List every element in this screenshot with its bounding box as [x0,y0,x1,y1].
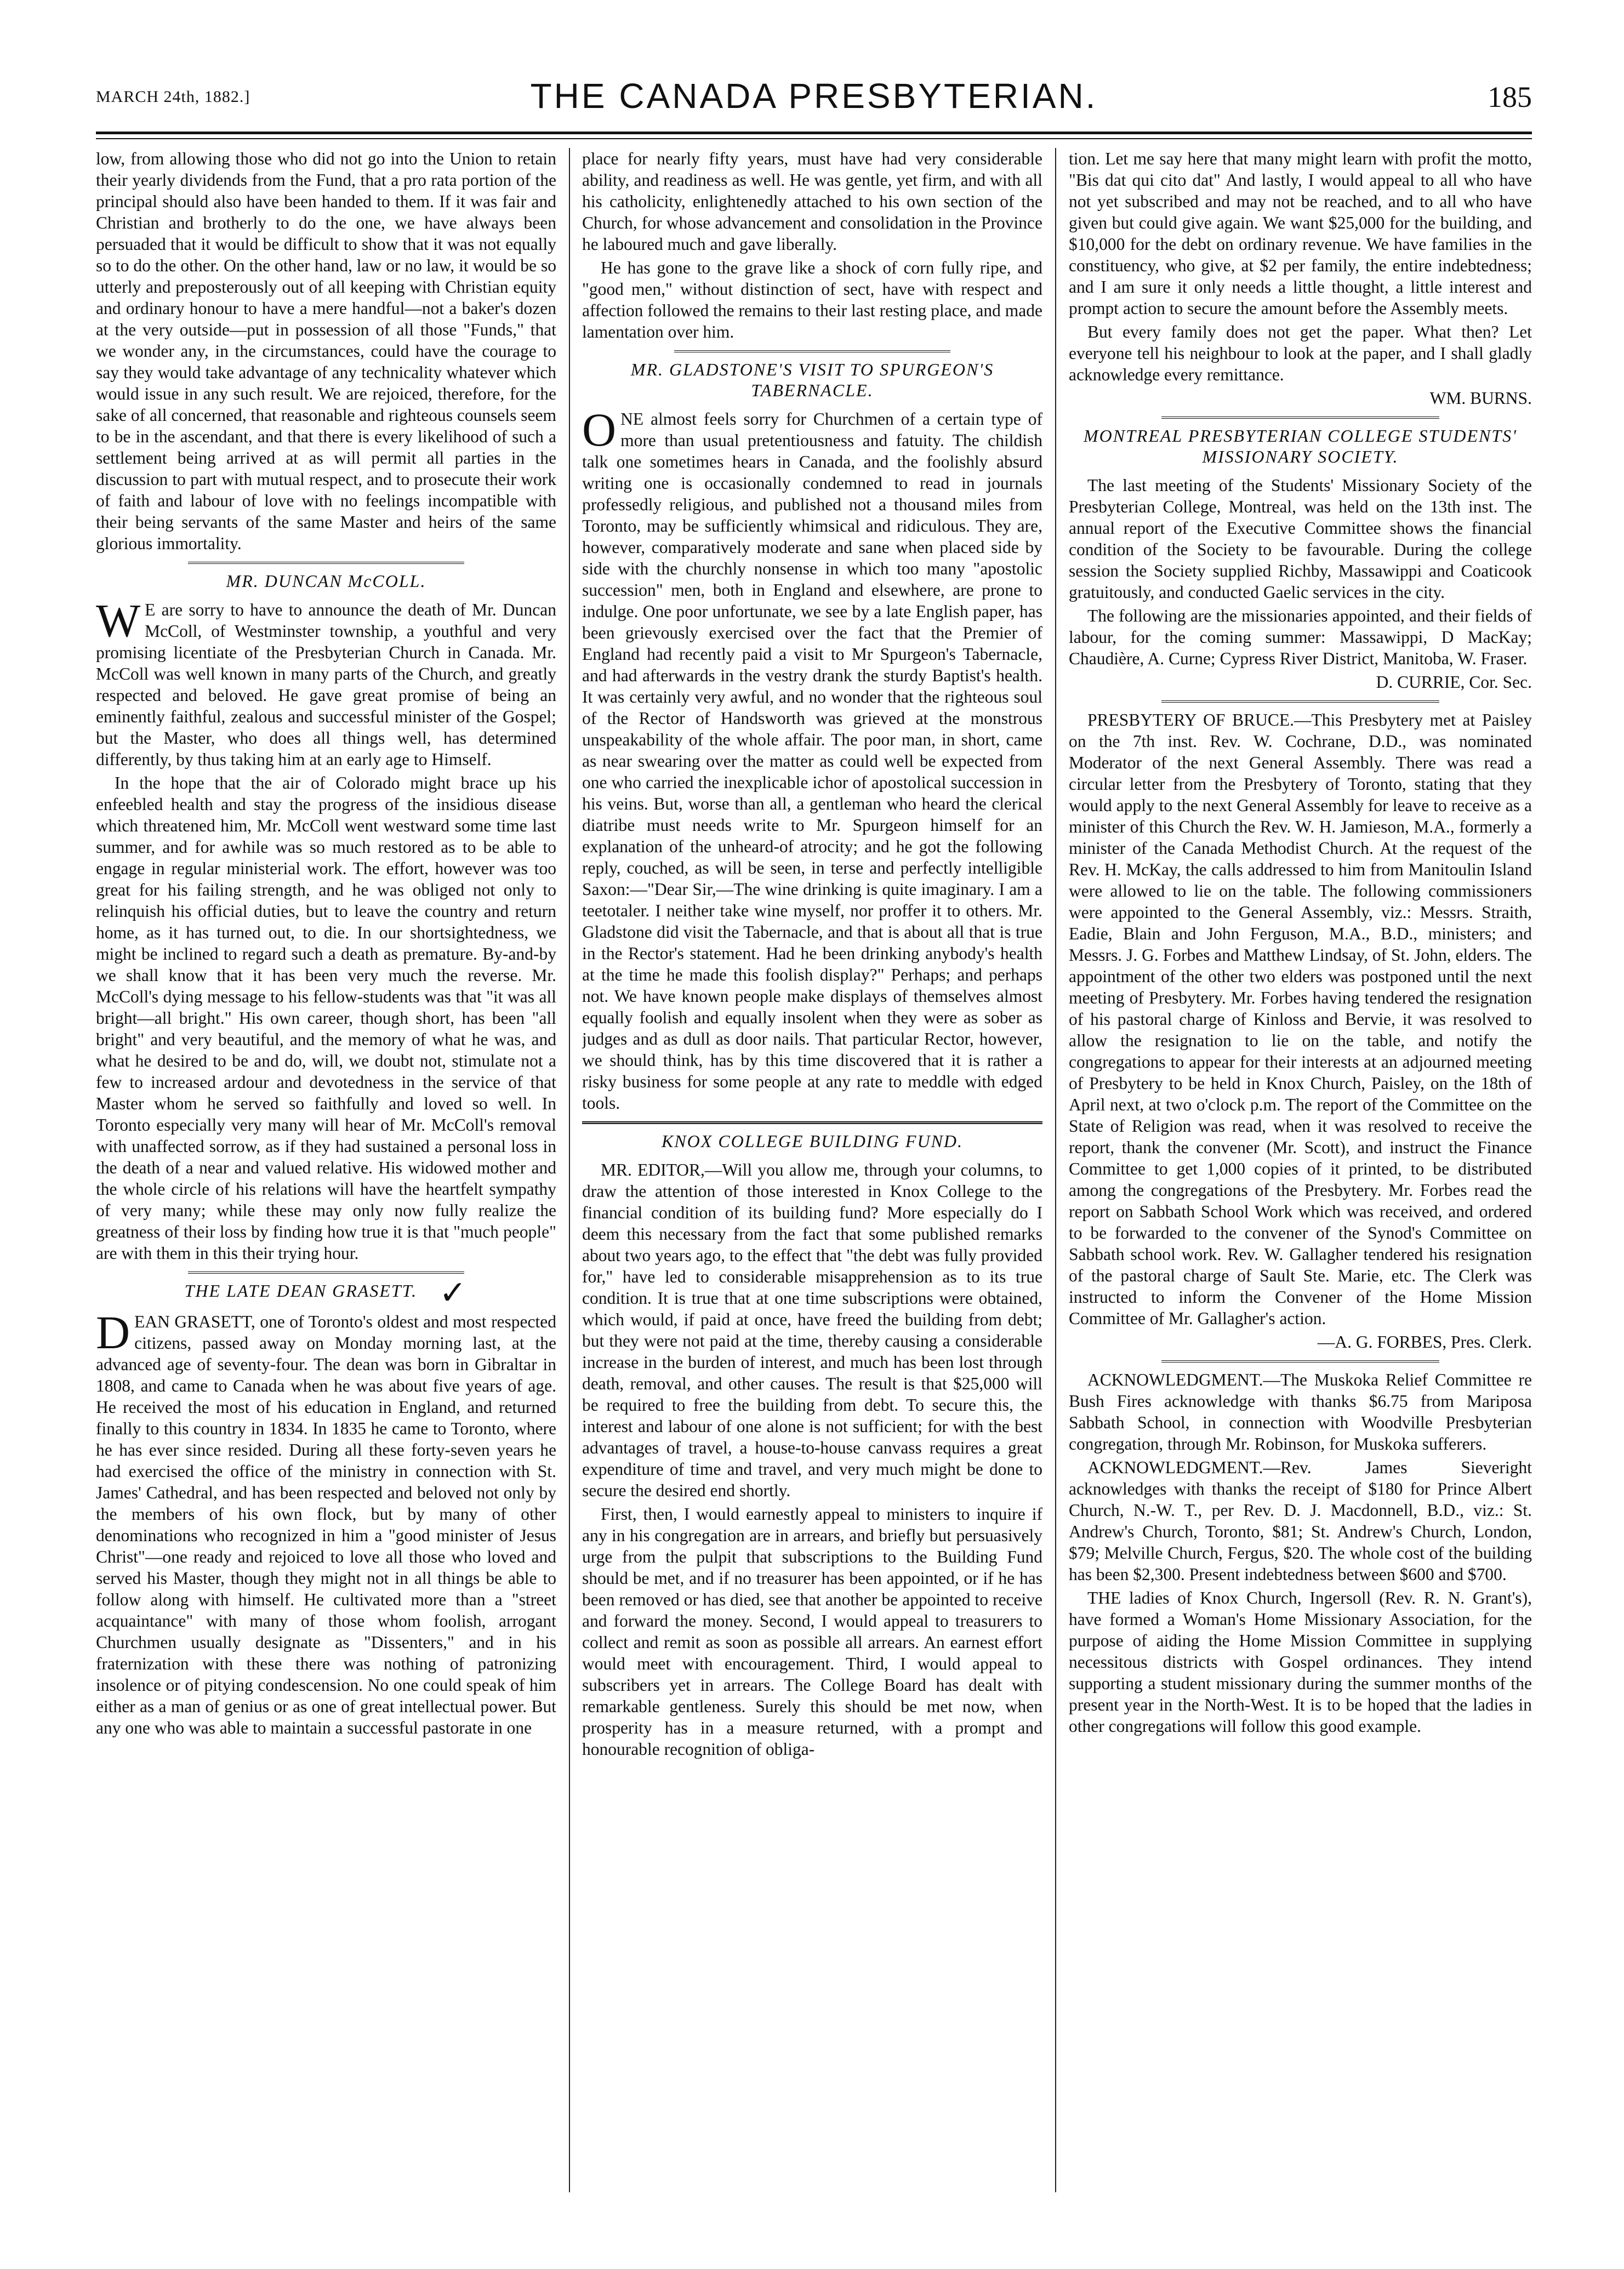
paragraph-text: —The Muskoka Relief Committee re Bush Fires acknowledge with thanks $6.75 from Mariposa Sabbath School, in connection with Woodville Presbyterian congregation, through Mr. Robinson, for Muskoka sufferers. [1069,1370,1532,1453]
paragraph [1069,1369,1532,1455]
masthead-title: THE CANADA PRESBYTERIAN. [530,76,1098,116]
header-rule-thin [96,138,1532,139]
paragraph [582,403,1042,1114]
drop-cap: D [96,1305,130,1359]
run-in-heading: ACKNOWLEDGMENT. [1087,1370,1263,1389]
section-divider [188,562,464,564]
section-divider [1161,417,1439,419]
handwritten-check-mark: ✓ [439,1274,468,1311]
paragraph-text: NE almost feels sorry for Churchmen of a certain type of more than usual pretentiousness and fatuity. The childish talk one sometimes hears in Canada, and the foolishly absurd writing one is occasionally condemned to read in journals professedly religious, and published not a thousand miles from Toronto, may be sufficiently whimsical and ridiculous. They are, however, comparatively moderate and sane when placed side by side with the churchly nonsense in which too many "apostolic succession" men, both in England and elsewhere, are prone to indulge. One poor unfortunate, we see by a late English paper, has been grievously exercised over the fact that the Premier of England had recently paid a visit to Mr Spurgeon's Tabernacle, and had afterwards in the vestry drank the sturdy Baptist's health. It was certainly very awful, and no wonder that the righteous soul of the Rector of Handsworth was grieved at the monstrous unspeakability of the whole affair. The poor man, in short, came as near swearing over the matter as could well be expected from one who carried the inexplicable ichor of apostolical succession in his veins. But, worse than all, a gentleman who heard the clerical diatribe must needs write to Mr. Spurgeon himself for an explanation of the unheard-of atrocity; and he got the following reply, couched, as will be seen, in terse and perfectly intelligible Saxon:—"Dear Sir,—The wine drinking is quite imaginary. I am a teetotaler. I neither take wine myself, nor proffer it to others. Mr. Gladstone did visit the Tabernacle, and that is about all that is true in the Rector's statement. Had he been drinking anybody's health at the time he made this foolish display?" Perhaps; and perhaps not. We have known people make displays of themselves almost equally foolish and equally insolent when they were as sober as judges and as dull as door nails. That particular Rector, however, we should think, has by this time discovered that it is rather a risky business for some people at any rate to meddle with edged tools. [582,409,1042,1113]
paragraph [96,1305,556,1738]
column-divider [569,148,570,2192]
section-divider [1161,700,1439,703]
section-divider [188,1272,464,1274]
paragraph [1069,709,1532,1329]
paragraph: MR. EDITOR,—Will you allow me, through your columns, to draw the attention of those interested in Knox College to the financial condition of its building fund? More especially do I deem this necessary from the fact that some published remarks about two years ago, to the effect that "the debt was fully provided for," have led to considerable misapprehension as to its true condition. It is true that at one time subscriptions were obtained, which would, if paid at once, have freed the building from debt; but they were not paid at the time, thereby causing a considerable increase in the burden of interest, and much has been lost through death, removal, and other causes. The result is that $25,000 will be required to free the building from debt. To secure this, the interest and labour of one alone is not sufficient; for with the best advantages of travel, a house-to-house canvass requires a great expenditure of time and travel, and very much might be done to secure the desired end shortly. [582,1160,1042,1500]
page-header [96,71,1532,132]
paragraph: THE ladies of Knox Church, Ingersoll (Rev. R. N. Grant's), have formed a Woman's Home Missionary Association, for the purpose of aiding the Home Mission Committee in supplying necessitous districts with Gospel ordinances. They intend supporting a student missionary during the summer months of the present year in the North-West. It is to be hoped that the ladies in other congregations will follow this good example. [1069,1588,1532,1736]
paragraph: low, from allowing those who did not go into the Union to retain their yearly dividends from the Fund, that a pro rata portion of the principal should also have been handed to them. If it was fair and Christian and brotherly to do the one, we have always been persuaded that it would be difficult to show that it was not equally so to do the other. On the other hand, law or no law, it would be so utterly and preposterously out of all keeping with Christian equity and ordinary honour to have a mere handful—not a baker's dozen at the very outside—put in possession of all those "Funds," that we wonder any, in the circumstances, could have the courage to say they would take advantage of any technicality whatever which would issue in any such result. We are rejoiced, therefore, for the sake of all concerned, that reasonable and righteous counsels seem to be in the ascendant, and that there is every likelihood of such a settlement being arrived at as will permit all parties in the discussion to part with mutual respect, and to prosecute their work of faith and labour of love with no feelings incompatible with their being servants of the same Master and heirs of the same glorious immortality. [96,149,556,553]
section-divider [1161,1360,1439,1362]
paragraph [1069,1457,1532,1585]
paragraph: He has gone to the grave like a shock of corn fully ripe, and "good men," without distinction of sect, have with respect and affection followed the remains to their last resting place, and made lamentation over him. [582,258,1042,341]
section-divider [674,350,950,352]
header-rule [96,132,1532,134]
page-number: 185 [1488,81,1532,113]
article-heading: MR. GLADSTONE'S VISIT TO SPURGEON'S TABERNACLE. [630,360,994,400]
paragraph-text: —This Presbytery met at Paisley on the 7th inst. Rev. W. Cochrane, D.D., was nominated Moderator of the next General Assembly. There was read a circular letter from the Presbytery of Toronto, stating that they would apply to the next General Assembly for leave to receive as a minister of this Church the Rev. W. H. Jamieson, M.A., formerly a minister of the Canada Methodist Church. At the request of the Rev. H. McKay, the calls addressed to him from Manitoulin Island were allowed to lie on the table. The following commissioners were appointed to the General Assembly, viz.: Messrs. Straith, Eadie, Blain and John Ferguson, M.A., B.D., ministers; and Messrs. J. G. Forbes and Matthew Lindsay, of St. John, elders. The appointment of the other two elders was postponed until the next meeting of Presbytery. Mr. Forbes having tendered the resignation of his pastoral charge of Kinloss and Bervie, it was resolved to allow the resignation to lie on the table, and notify the congregations to appear for their interests at an adjourned meeting of Presbytery to be held in Knox Church, Paisley, on the 18th of April next, at two o'clock p.m. The report of the Committee on the State of Religion was read, when it was resolved to receive the report, thank the convener (Mr. Scott), and instruct the Finance Committee to get 1,000 copies of it printed, to be distributed among the congregations of the Presbytery. Mr. Forbes read the report on Sabbath School Work which was received, and ordered to be forwarded to the convener of the Synod's Committee on Sabbath school work. Rev. W. Gallagher tendered his resignation of the pastoral charge of Sault Ste. Marie, etc. The Clerk was instructed to inform the Convener of the Home Mission Committee of Mr. Gallagher's action. [1069,710,1532,1328]
paragraph-text: EAN GRASETT, one of Toronto's oldest and most respected citizens, passed away on Monday morning last, at the advanced age of seventy-four. The dean was born in Gibraltar in 1808, and came to Canada when he was about five years of age. He received the most of his education in England, and returned finally to this country in 1834. In 1835 he came to Toronto, where he has ever since resided. During all these forty-seven years he had exercised the office of the ministry in connection with St. James' Cathedral, and has been respected and beloved not only by the members of his own flock, but by many of other denominations who recognized in him a "good minister of Jesus Christ"—one ready and rejoiced to love all those who loved and served his Master, though they might not in all things be able to follow along with himself. He cultivated more than a "street acquaintance" with many of those whom foolish, arrogant Churchmen usually designate as "Dissenters," and in his fraternization with these there was nothing of patronizing insolence or of pitying condescension. No one could speak of him either as a man of genius or as one of great intellectual power. But any one who was able to maintain a successful pastorate in one [96,1312,556,1737]
run-in-heading: PRESBYTERY OF BRUCE. [1087,710,1294,729]
paragraph: The last meeting of the Students' Missionary Society of the Presbyterian College, Montreal, was held on the 13th inst. The annual report of the Executive Committee shows the financial condition of the Society to be favourable. During the college session the Society supplied Richby, Massawippi and Coaticook gratuitously, and conducted Gaelic services in the city. [1069,476,1532,602]
signature: WM. BURNS. [1429,389,1532,408]
drop-cap: W [96,594,141,647]
article-heading: THE LATE DEAN GRASETT. [184,1281,418,1301]
paragraph: place for nearly fifty years, must have had very considerable ability, and readiness as well. He was gentle, yet firm, and with all his catholicity, enlightenedly attached to his own section of the Church, for whose advancement and consolidation in the Province he laboured much and gave liberally. [582,149,1042,254]
paragraph: The following are the missionaries appointed, and their fields of labour, for the coming summer: Massawippi, D MacKay; Chaudière, A. Curne; Cypress River District, Manitoba, W. Fraser. [1069,606,1532,668]
paragraph [96,594,556,770]
signature: —A. G. FORBES, Pres. Clerk. [1317,1332,1532,1352]
paragraph: tion. Let me say here that many might learn with profit the motto, "Bis dat qui cito dat" And lastly, I would appeal to all who have not yet subscribed and may not be reached, and to all who have given but could give again. We want $25,000 for the building, and $10,000 for the debt on ordinary revenue. We have families in the constituency, who give, at $2 per family, the entire indebtedness; and I am sure it only needs a little thought, a little interest and prompt action to secure the amount before the Assembly meets. [1069,149,1532,318]
paragraph-text: E are sorry to have to announce the death of Mr. Duncan McColl, of Westminster township, a youthful and very promising licentiate of the Presbyterian Church in Canada. Mr. McColl was well known in many parts of the Church, and greatly respected and beloved. He gave great promise of being an eminently faithful, zealous and successful minister of the Gospel; but the Master, who does all things well, has determined differently, by thus taking him at an early age to Himself. [96,600,556,769]
paragraph: First, then, I would earnestly appeal to ministers to inquire if any in his congregation are in arrears, and briefly but persuasively urge from the pulpit that subscriptions to the Building Fund should be met, and if no treasurer has been appointed, or if he has been removed or has died, see that another be appointed to receive and forward the money. Second, I would appeal to treasurers to collect and remit as soon as possible all arrears. An earnest effort would meet with encouragement. Third, I would appeal to subscribers yet in arrears. The College Board has dealt with remarkable gentleness. Surely this should be met now, when prosperity has in a measure returned, with a prompt and honourable recognition of obliga- [582,1504,1042,1759]
section-divider [582,1121,1042,1124]
column-divider [1055,148,1056,2192]
issue-date: MARCH 24th, 1882.] [96,88,250,106]
column-1 [96,148,556,2192]
paragraph: In the hope that the air of Colorado might brace up his enfeebled health and stay the progress of the insidious disease which threatened him, Mr. McColl went westward some time last summer, and for awhile was so much restored as to be able to engage in regular ministerial work. The effort, however was too great for his failing strength, and he was obliged not only to relinquish his official duties, but to leave the country and return home, as it has turned out, to die. In our shortsightedness, we might be inclined to regard such a death as premature. By-and-by we shall know that it has been very much the reverse. Mr. McColl's dying message to his fellow-students was that "it was all bright—all bright." His own career, though short, has been "all bright" and very beautiful, and the memory of what he was, and what he desired to be and do, will, we doubt not, stimulate not a few to increased ardour and devotedness in the service of that Master whom he served so faithfully and loved so well. In Toronto especially very many will hear of Mr. McColl's removal with unaffected sorrow, as if they had sustained a personal loss in the death of a near and valued relative. His widowed mother and the whole circle of his relations will have the heartfelt sympathy of very many; while these may only now fully realize the greatness of their loss by finding how true it is that "much people" are with them in this their trying hour. [96,773,556,1263]
column-2 [582,148,1042,2192]
run-in-heading: ACKNOWLEDGMENT. [1087,1458,1263,1477]
column-3 [1069,148,1532,2192]
drop-cap: O [582,403,617,456]
signature: D. CURRIE, Cor. Sec. [1376,672,1532,692]
paragraph: But every family does not get the paper. What then? Let everyone tell his neighbour to look at the paper, and I shall gladly acknowledge every remittance. [1069,322,1532,384]
article-heading: KNOX COLLEGE BUILDING FUND. [661,1131,964,1151]
paragraph-text: —Rev. James Sieveright acknowledges with thanks the receipt of $180 for Prince Albert Church, N.-W. T., per Rev. D. J. Macdonnell, B.D., viz.: St. Andrew's Church, Toronto, $81; St. Andrew's Church, London, $79; Melville Church, Fergus, $20. The whole cost of the building has been $2,300. Present indebtedness between $600 and $700. [1069,1458,1532,1584]
article-heading-wrap [96,1274,556,1311]
article-heading: MR. DUNCAN McCOLL. [226,571,426,591]
article-heading: MONTREAL PRESBYTERIAN COLLEGE STUDENTS' MISSIONARY SOCIETY. [1084,426,1517,466]
